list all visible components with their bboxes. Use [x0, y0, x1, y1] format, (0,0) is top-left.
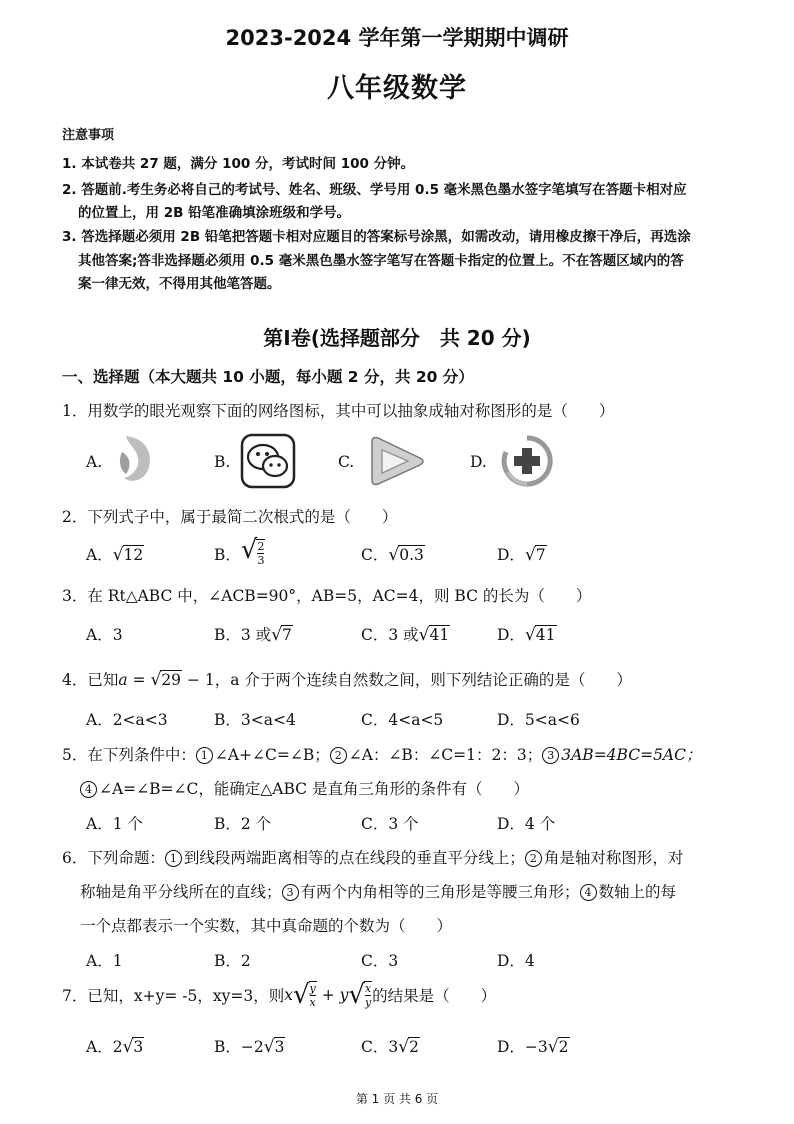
sqrt-sign: √ [388, 545, 400, 565]
q3-option-d-text: D． [497, 626, 525, 644]
q5-condition-4: ∠A=∠B=∠C，能确定△ABC 是直角三角形的条件有（ ） [99, 780, 529, 798]
q2-option-b-denominator: 3 [257, 554, 265, 567]
sqrt-sign: √ [348, 980, 365, 1010]
notes-heading: 注意事项 [62, 128, 115, 143]
q4-radicand: 29 [161, 671, 182, 689]
q4-stem-pre: 4．已知 [62, 671, 119, 689]
q7-stem-post: 的结果是（ ） [372, 987, 497, 1005]
q6-proposition-1: 到线段两端距离相等的点在线段的垂直平分线上； [183, 849, 525, 867]
q7-fraction-1 [309, 981, 317, 1009]
q3-stem: 3．在 Rt△ABC 中，∠ACB=90°，AB=5，AC=4，则 BC 的长为（ ） [62, 587, 592, 605]
q7-option-a-text: A．2 [86, 1038, 123, 1056]
q5-stem-line2 [80, 777, 529, 799]
circled-number: 1 [196, 747, 213, 764]
q7-x: x [284, 986, 293, 1004]
sqrt-sign: √ [271, 625, 283, 645]
q5-option-a: A．1 个 [86, 815, 143, 833]
q7-option-c [361, 1035, 420, 1057]
exam-title: 2023-2024 学年第一学期期中调研 [225, 26, 569, 50]
sqrt-sign: √ [292, 980, 310, 1010]
q7-option-d [497, 1035, 570, 1057]
q3-option-b-radicand: 7 [282, 626, 292, 644]
q2-option-b [214, 535, 265, 567]
q2-option-b-fraction [256, 539, 265, 567]
q7-plus: + [316, 986, 340, 1004]
swirl-logo-icon [116, 432, 158, 488]
q1-option-d-label: D. [470, 453, 487, 471]
q4-option-b: B．3<a<4 [214, 711, 296, 729]
circled-number: 2 [330, 747, 347, 764]
q5-option-b: B．2 个 [214, 815, 272, 833]
sqrt-sign: √ [418, 625, 430, 645]
q7-option-c-text: C．3 [361, 1038, 399, 1056]
q6-stem-line1 [62, 846, 683, 868]
q7-fraction-2-numerator: x [364, 982, 372, 995]
sqrt-sign: √ [240, 535, 258, 565]
play-triangle-logo-icon [366, 434, 426, 488]
q2-option-d-radicand: 7 [535, 546, 546, 564]
q3-option-c-radicand: 41 [429, 626, 450, 644]
q1-option-b-label: B. [214, 453, 231, 471]
q5-condition-3: 3AB=4BC=5AC； [561, 746, 702, 764]
q6-option-d: D．4 [497, 952, 535, 970]
q7-stem-pre: 7．已知，x+y= -5，xy=3，则 [62, 987, 285, 1005]
circled-number: 3 [542, 747, 559, 764]
sqrt-sign: √ [398, 1037, 410, 1057]
circled-number: 3 [282, 884, 299, 901]
subject-title: 八年级数学 [327, 73, 467, 104]
note-3b: 其他答案;答非选择题必须用 0.5 毫米黑色墨水签字笔写在答题卡指定的位置上。不在答题区域内的答 [78, 253, 684, 269]
q7-option-a [86, 1035, 144, 1057]
q6-proposition-2: 角是轴对称图形，对 [543, 849, 684, 867]
wechat-logo-icon [240, 433, 296, 489]
q7-option-b [214, 1035, 285, 1057]
q6-line2-pre: 称轴是角平分线所在的直线； [80, 883, 282, 901]
q7-fraction-1-denominator: x [309, 996, 316, 1009]
q2-option-a-radicand: 12 [123, 546, 144, 564]
q3-option-d-radicand: 41 [535, 626, 556, 644]
q4-stem [62, 668, 632, 690]
note-3c: 案一律无效，不得用其他笔答题。 [78, 276, 281, 292]
q3-option-a: A．3 [86, 626, 123, 644]
part-heading: 一、选择题（本大题共 10 小题，每小题 2 分，共 20 分） [62, 368, 474, 386]
q7-fraction-2-denominator: y [364, 996, 372, 1009]
q2-option-c-label: C． [361, 546, 389, 564]
health-cross-logo-icon [500, 434, 554, 488]
sqrt-sign: √ [547, 1037, 559, 1057]
q3-option-d [497, 623, 557, 645]
circled-number: 1 [165, 850, 182, 867]
q2-option-c-radicand: 0.3 [399, 546, 424, 564]
circled-number: 2 [525, 850, 542, 867]
q2-option-d-label: D． [497, 546, 525, 564]
q6-option-a: A．1 [86, 952, 123, 970]
sqrt-sign: √ [524, 625, 536, 645]
q5-condition-1: ∠A+∠C=∠B； [214, 746, 330, 764]
q6-proposition-3: 有两个内角相等的三角形是等腰三角形； [300, 883, 580, 901]
note-2b: 的位置上，用 2B 铅笔准确填涂班级和学号。 [78, 205, 351, 221]
q1-stem: 1．用数学的眼光观察下面的网络图标，其中可以抽象成轴对称图形的是（ ） [62, 402, 615, 420]
q4-variable: a [118, 671, 128, 689]
q7-option-d-radicand: 2 [558, 1038, 569, 1056]
q6-stem-pre: 6．下列命题： [62, 849, 165, 867]
q2-option-b-numerator: 2 [257, 540, 265, 553]
sqrt-sign: √ [122, 1037, 134, 1057]
q3-option-c [361, 623, 450, 645]
q2-option-c [361, 543, 425, 565]
q6-option-c: C．3 [361, 952, 399, 970]
section-title: 第Ⅰ卷(选择题部分 共 20 分) [263, 326, 531, 350]
sqrt-sign: √ [263, 1037, 275, 1057]
q4-option-d: D．5<a<6 [497, 711, 580, 729]
q7-option-c-radicand: 2 [409, 1038, 419, 1056]
q4-option-c: C．4<a<5 [361, 711, 444, 729]
q1-option-c-label: C. [338, 453, 355, 471]
q5-stem-pre: 5．在下列条件中： [62, 746, 196, 764]
sqrt-sign: √ [150, 670, 162, 690]
q3-option-b [214, 623, 293, 645]
q6-stem-line2 [80, 880, 676, 902]
q5-option-d: D．4 个 [497, 815, 556, 833]
q6-proposition-4: 数轴上的每 [598, 883, 677, 901]
q4-stem-post: − 1，a 介于两个连续自然数之间，则下列结论正确的是（ ） [182, 671, 632, 689]
note-1: 1. 本试卷共 27 题，满分 100 分，考试时间 100 分钟。 [62, 156, 415, 172]
note-3a: 3. 答选择题必须用 2B 铅笔把答题卡相对应题目的答案标号涂黑，如需改动，请用橡皮擦干净后，再选涂 [62, 229, 691, 245]
q4-equals: = [127, 671, 151, 689]
q2-option-d [497, 543, 547, 565]
sqrt-sign: √ [112, 545, 124, 565]
q5-condition-2: ∠A：∠B：∠C=1：2：3； [348, 746, 543, 764]
q2-stem: 2．下列式子中，属于最简二次根式的是（ ） [62, 508, 398, 526]
q6-option-b: B．2 [214, 952, 251, 970]
q7-option-b-radicand: 3 [274, 1038, 285, 1056]
q3-option-c-text: C．3 或 [361, 626, 419, 644]
q7-option-b-text: B．−2 [214, 1038, 264, 1056]
q4-option-a: A．2<a<3 [86, 711, 168, 729]
q7-option-a-radicand: 3 [133, 1038, 144, 1056]
circled-number: 4 [80, 781, 97, 798]
q2-option-a [86, 543, 144, 565]
note-2a: 2. 答题前.考生务必将自己的考试号、姓名、班级、学号用 0.5 毫米黑色墨水签字笔填写在答题卡相对应 [62, 182, 687, 198]
sqrt-sign: √ [524, 545, 536, 565]
q7-y: y [339, 986, 349, 1004]
q5-option-c: C．3 个 [361, 815, 419, 833]
q1-option-a-label: A. [86, 453, 103, 471]
q7-fraction-2 [364, 981, 372, 1009]
q2-option-a-label: A． [86, 546, 113, 564]
q7-stem [62, 980, 496, 1010]
q6-stem-line3: 一个点都表示一个实数，其中真命题的个数为（ ） [80, 917, 453, 935]
q7-option-d-text: D．−3 [497, 1038, 548, 1056]
q3-option-b-text: B．3 或 [214, 626, 272, 644]
q5-stem-line1 [62, 743, 701, 765]
q2-option-b-label: B． [214, 546, 241, 564]
page-footer: 第 1 页 共 6 页 [355, 1092, 439, 1106]
q7-fraction-1-numerator: y [309, 982, 316, 995]
circled-number: 4 [580, 884, 597, 901]
